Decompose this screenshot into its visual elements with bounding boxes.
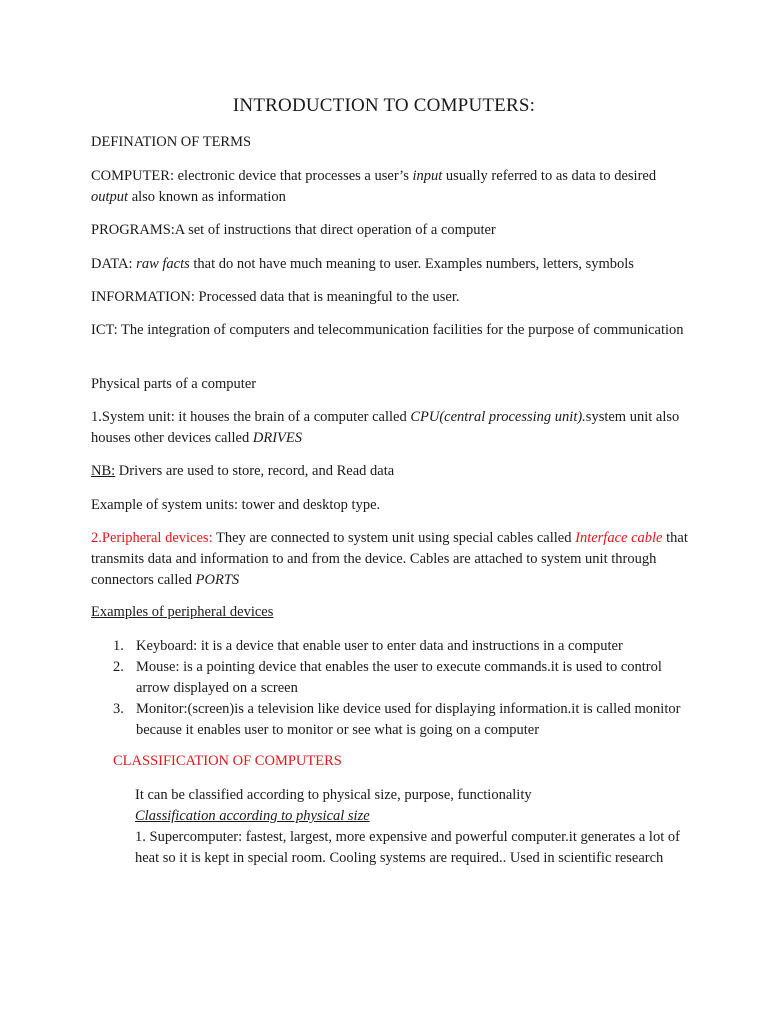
paragraph-text: 1.System unit: it houses the brain of a computer called (91, 409, 411, 425)
list-item (91, 636, 691, 657)
classification-intro: It can be classified according to physical size, purpose, functionality (135, 787, 532, 803)
definition-computer (91, 166, 691, 208)
emphasis-cpu: CPU(central processing unit). (410, 409, 586, 425)
heading-classification: CLASSIFICATION OF COMPUTERS (113, 753, 342, 769)
emphasis-drives: DRIVES (252, 430, 302, 446)
list-number: 3. (113, 701, 124, 717)
heading-physical-parts: Physical parts of a computer (91, 376, 257, 392)
classification-subheading: Classification according to physical size (135, 808, 370, 824)
list-item-text: Keyboard: it is a device that enable user to enter data and instructions in a computer (136, 638, 623, 654)
paragraph-peripheral-devices (91, 528, 691, 591)
paragraph-system-unit-examples: Example of system units: tower and desktop type. (91, 497, 381, 513)
peripheral-label: 2.Peripheral devices: (91, 530, 213, 546)
term-computer: COMPUTER: (91, 168, 174, 184)
list-item (91, 657, 691, 699)
emphasis-ports: PORTS (195, 572, 240, 588)
paragraph-text: They are connected to system unit using special cables called (212, 530, 576, 546)
emphasis-raw-facts: raw facts (136, 256, 190, 272)
definition-data (91, 254, 691, 275)
note-label: NB: (91, 463, 116, 479)
term-data: DATA: (91, 256, 137, 272)
list-item-text: Mouse: is a pointing device that enables the user to execute commands.it is used to control arrow displayed on a screen (136, 659, 662, 696)
definition-text: usually referred to as data to desired (442, 168, 657, 184)
section-heading-definitions: DEFINATION OF TERMS (91, 134, 252, 150)
definition-ict: ICT: The integration of computers and telecommunication facilities for the purpose of communication (91, 322, 684, 338)
document-title: INTRODUCTION TO COMPUTERS: (232, 95, 536, 116)
definition-text: also known as information (128, 189, 286, 205)
note-drivers (91, 461, 691, 482)
list-item-text: Monitor:(screen)is a television like device used for displaying information.it is called monitor because it enables user to monitor or see what is going on a computer (136, 701, 681, 738)
emphasis-interface-cable: Interface cable (575, 530, 663, 546)
definition-information: INFORMATION: Processed data that is meaningful to the user. (91, 289, 460, 305)
definition-text: electronic device that processes a user’s (174, 168, 413, 184)
definition-text: that do not have much meaning to user. Examples numbers, letters, symbols (189, 256, 634, 272)
list-item (91, 699, 691, 741)
emphasis-input: input (412, 168, 443, 184)
note-text: Drivers are used to store, record, and Read data (115, 463, 395, 479)
paragraph-supercomputer: 1. Supercomputer: fastest, largest, more expensive and powerful computer.it generates a lot of heat so it is kept in special room. Cooling systems are required.. Used in scientific research (135, 829, 680, 866)
paragraph-system-unit (91, 407, 691, 449)
list-number: 1. (113, 638, 124, 654)
definition-programs: PROGRAMS:A set of instructions that direct operation of a computer (91, 222, 496, 238)
peripheral-examples-list (91, 636, 691, 741)
list-number: 2. (113, 659, 124, 675)
paragraph-text: that transmits data and information to and from the device. Cables are attached to system unit through connectors called (91, 530, 688, 588)
paragraph-text: system unit also houses other devices called (91, 409, 680, 446)
emphasis-output: output (91, 189, 129, 205)
heading-peripheral-examples: Examples of peripheral devices (91, 604, 274, 620)
